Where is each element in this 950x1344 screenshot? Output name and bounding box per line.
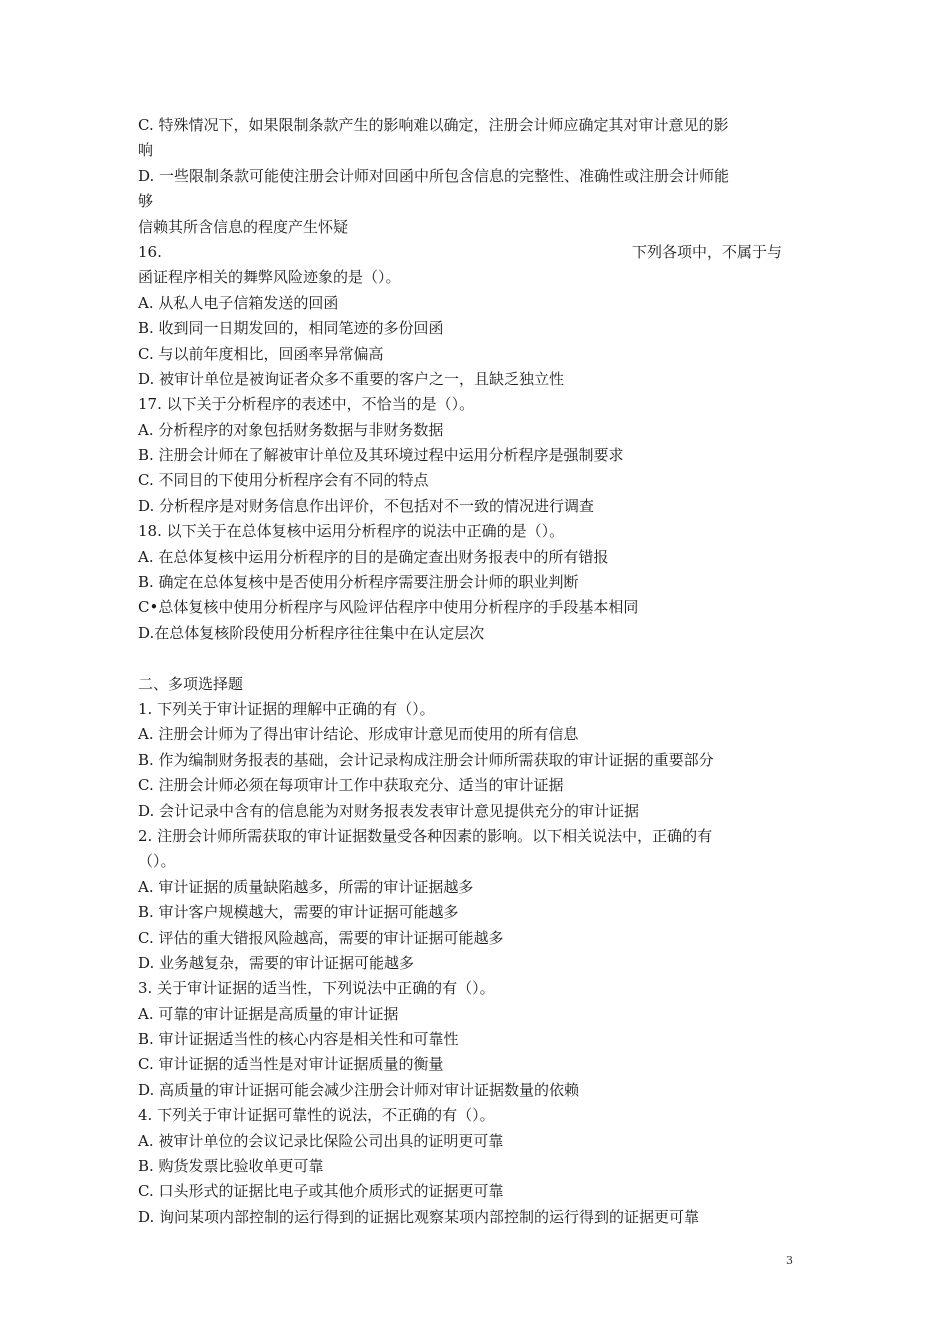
question-16-text-cont: 函证程序相关的舞弊风险迹象的是（）。 (138, 268, 401, 287)
text-line: A. 审计证据的质量缺陷越多，所需的审计证据越多 (138, 877, 474, 896)
text-line: D.在总体复核阶段使用分析程序往往集中在认定层次 (138, 623, 485, 642)
text-line: D. 会计记录中含有的信息能为对财务报表发表审计意见提供充分的审计证据 (138, 801, 640, 820)
text-line: C. 评估的重大错报风险越高，需要的审计证据可能越多 (138, 928, 504, 947)
text-line: （）。 (138, 852, 176, 871)
top-lines (138, 113, 818, 240)
text-line: D. 被审计单位是被询证者众多不重要的客户之一，且缺乏独立性 (138, 369, 565, 388)
text-line: B. 审计证据适当性的核心内容是相关性和可靠性 (138, 1030, 459, 1049)
text-line: B. 购货发票比验收单更可靠 (138, 1157, 324, 1176)
text-line: C•总体复核中使用分析程序与风险评估程序中使用分析程序的手段基本相同 (138, 598, 639, 617)
text-line: 17. 以下关于分析程序的表述中，不恰当的是（）。 (138, 395, 475, 414)
middle-lines (138, 291, 818, 646)
question-16-text-head: 下列各项中，不属于与 (632, 242, 783, 261)
text-line: A. 从私人电子信箱发送的回函 (138, 293, 339, 312)
text-line: A. 注册会计师为了得出审计结论、形成审计意见而使用的所有信息 (138, 725, 579, 744)
text-line: C. 口头形式的证据比电子或其他介质形式的证据更可靠 (138, 1182, 504, 1201)
text-line: 信赖其所含信息的程度产生怀疑 (138, 217, 349, 236)
text-line: C. 注册会计师必须在每项审计工作中获取充分、适当的审计证据 (138, 776, 564, 795)
text-line: D. 询问某项内部控制的运行得到的证据比观察某项内部控制的运行得到的证据更可靠 (138, 1207, 700, 1226)
text-line: C. 审计证据的适当性是对审计证据质量的衡量 (138, 1055, 444, 1074)
text-line: B. 确定在总体复核中是否使用分析程序需要注册会计师的职业判断 (138, 573, 579, 592)
text-line: A. 被审计单位的会议记录比保险公司出具的证明更可靠 (138, 1131, 504, 1150)
text-line: B. 审计客户规模越大，需要的审计证据可能越多 (138, 903, 459, 922)
text-line: 4. 下列关于审计证据可靠性的说法，不正确的有（）。 (138, 1106, 495, 1125)
text-line: D. 一些限制条款可能使注册会计师对回函中所包含信息的完整性、准确性或注册会计师能 (138, 166, 730, 185)
text-line: B. 收到同一日期发回的，相同笔迹的多份回函 (138, 319, 444, 338)
question-16-line (138, 240, 818, 265)
text-line: A. 分析程序的对象包括财务数据与非财务数据 (138, 420, 444, 439)
text-line: C. 与以前年度相比，回函率异常偏高 (138, 344, 384, 363)
text-line: 2. 注册会计师所需获取的审计证据数量受各种因素的影响。以下相关说法中，正确的有 (138, 826, 713, 845)
section-gap (138, 646, 818, 671)
text-line: A. 在总体复核中运用分析程序的目的是确定查出财务报表中的所有错报 (138, 547, 609, 566)
text-line: B. 作为编制财务报表的基础，会计记录构成注册会计师所需获取的审计证据的重要部分 (138, 750, 714, 769)
text-line: 响 (138, 141, 154, 160)
text-line: D. 高质量的审计证据可能会减少注册会计师对审计证据数量的依赖 (138, 1080, 580, 1099)
text-line: 够 (138, 192, 154, 211)
text-line: 18. 以下关于在总体复核中运用分析程序的说法中正确的是（）。 (138, 522, 565, 541)
page-number: 3 (786, 1254, 793, 1267)
text-line: D. 业务越复杂，需要的审计证据可能越多 (138, 953, 415, 972)
page-body (138, 113, 818, 1230)
text-line: C. 特殊情况下，如果限制条款产生的影响难以确定，注册会计师应确定其对审计意见的影 (138, 116, 729, 134)
bottom-lines (138, 672, 818, 1231)
text-line: D. 分析程序是对财务信息作出评价，不包括对不一致的情况进行调查 (138, 496, 595, 515)
text-line: 二、多项选择题 (138, 674, 244, 693)
text-line: A. 可靠的审计证据是高质量的审计证据 (138, 1004, 399, 1023)
text-line: B. 注册会计师在了解被审计单位及其环境过程中运用分析程序是强制要求 (138, 446, 624, 465)
text-line: C. 不同目的下使用分析程序会有不同的特点 (138, 471, 429, 490)
question-16-number: 16. (138, 242, 162, 261)
text-line: 1. 下列关于审计证据的理解中正确的有（）。 (138, 699, 435, 718)
text-line: 3. 关于审计证据的适当性，下列说法中正确的有（）。 (138, 979, 495, 998)
